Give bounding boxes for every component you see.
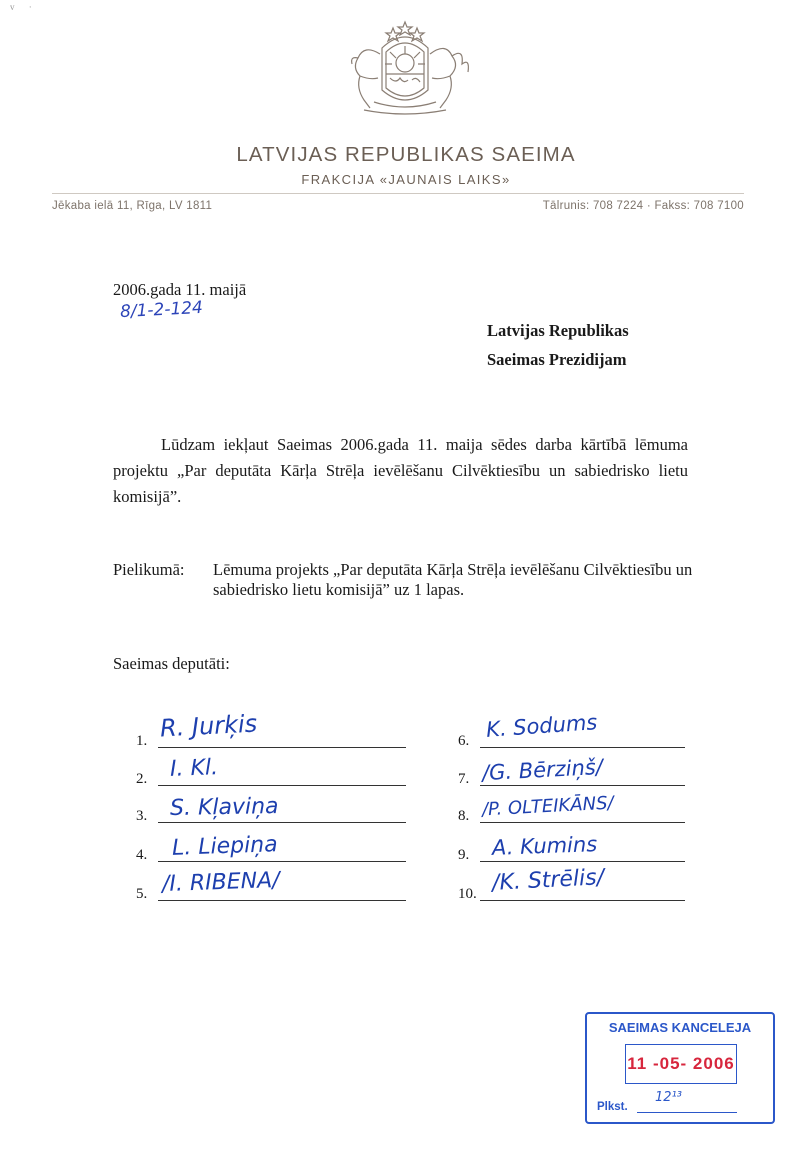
signature-number: 1. [136,733,148,749]
attachment-text: Lēmuma projekts „Par deputāta Kārļa Strēļa ievēlēšanu Cilvēktiesību un sabiedrisko lietu komisijā” uz 1 lapas. [213,560,693,599]
handwritten-signature: /I. RIBENA/ [161,867,280,898]
stamp-time-value: 12¹³ [655,1090,682,1105]
signature-number: 4. [136,847,148,863]
handwritten-signature: /P. OLTEIKĀNS/ [481,792,615,821]
addressee-line-2: Saeimas Prezidijam [487,350,627,369]
letterhead-phone-fax: Tālrunis: 708 7224 · Fakss: 708 7100 [542,200,744,212]
letterhead-institution: LATVIJAS REPUBLIKAS SAEIMA [236,143,576,166]
signature-number: 5. [136,886,148,902]
addressee-line-1: Latvijas Republikas [487,321,629,340]
stamp-time-line [637,1112,737,1113]
handwritten-signature: /K. Strēlis/ [491,865,605,896]
stamp-date-box [625,1044,737,1084]
stamp-date: 11 -05- 2006 [627,1054,735,1073]
stamp-time-label: Plkst. [597,1101,628,1113]
registration-number-handwritten: 8/1-2-124 [119,297,204,323]
letterhead-faction: FRAKCIJA «JAUNAIS LAIKS» [301,172,511,187]
signature-number: 10. [458,886,477,902]
signature-number: 7. [458,771,470,787]
signature-number: 3. [136,808,148,824]
signature-line [480,861,685,862]
signature-line [480,747,685,748]
signature-line [480,900,685,901]
corner-mark: v · [10,2,38,12]
signature-number: 8. [458,808,470,824]
signature-number: 6. [458,733,470,749]
signature-line [158,900,406,901]
signature-number: 9. [458,847,470,863]
handwritten-signature: I. Kl. [169,755,219,782]
signature-line [158,861,406,862]
coat-of-arms-logo [330,18,480,118]
handwritten-signature: K. Sodums [485,710,599,742]
signature-number: 2. [136,771,148,787]
handwritten-signature: S. Kļaviņa [169,794,279,821]
signature-line [158,822,406,823]
handwritten-signature: R. Jurķis [159,709,258,743]
signatures-heading: Saeimas deputāti: [113,654,230,673]
request-paragraph: Lūdzam iekļaut Saeimas 2006.gada 11. maija sēdes darba kārtībā lēmuma projektu „Par deputāta Kārļa Strēļa ievēlēšanu Cilvēktiesību un sabiedrisko lietu komisijā”. [113,435,688,506]
received-stamp [585,1012,775,1124]
attachment-label: Pielikumā: [113,560,185,579]
signature-line [480,822,685,823]
stamp-title: SAEIMAS KANCELEJA [608,1020,752,1035]
signature-line [158,747,406,748]
letterhead-divider [52,193,744,194]
letterhead-address: Jēkaba ielā 11, Rīga, LV 1811 [52,200,213,212]
signature-line [158,785,406,786]
handwritten-signature: L. Liepiņa [171,832,279,861]
handwritten-signature: /G. Bērziņš/ [481,754,604,786]
signature-line [480,785,685,786]
document-date: 2006.gada 11. maijā [113,280,247,299]
handwritten-signature: A. Kumins [491,832,598,860]
